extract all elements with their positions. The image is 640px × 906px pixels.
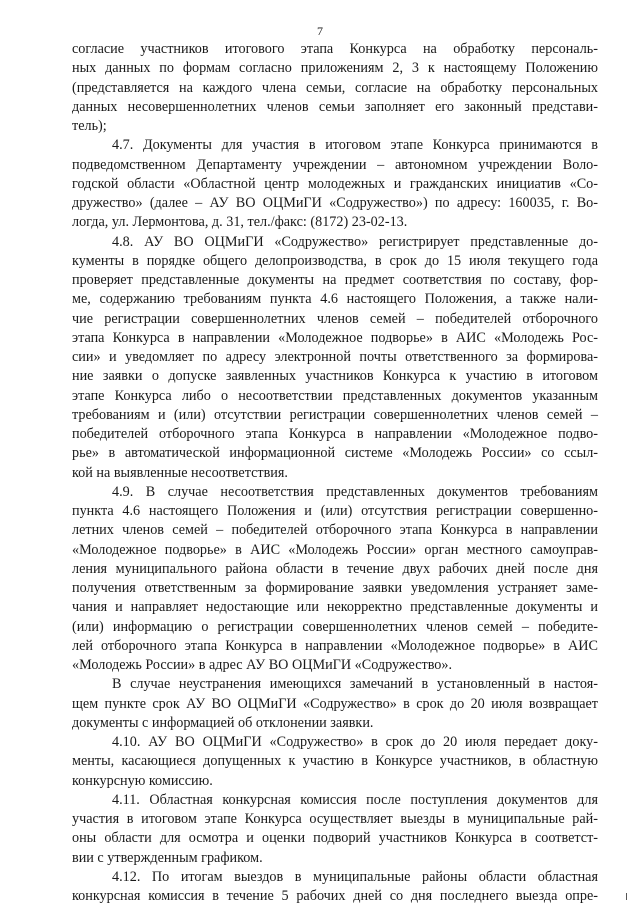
paragraph-4-9-continued: [72, 675, 598, 733]
text-line: этапе Конкурса либо о несоответствии представленных документов указанным: [72, 387, 598, 404]
text-line: конкурсную комиссию.: [72, 772, 213, 789]
text-line: «Молодежное подворье» в АИС «Молодежь России» орган местного самоуправ-: [72, 541, 598, 558]
text-line: тель);: [72, 118, 107, 134]
text-line: кументы в порядке общего делопроизводства, в срок до 15 июля текущего года: [72, 252, 598, 269]
text-line: дружество» (далее – АУ ВО ОЦМиГИ «Содружество») по адресу: 160035, г. Во-: [72, 195, 598, 211]
text-line: ления муниципального района области в течение двух рабочих дней после дня: [72, 560, 598, 577]
text-line: чие регистрации совершеннолетних членов семей – победителей отборочного: [72, 310, 598, 327]
text-line: этапа Конкурса в направлении «Молодежное подворье» в АИС «Молодежь Рос-: [72, 329, 598, 346]
text-line: участия в итоговом этапе Конкурса осуществляет выезды в муниципальные рай-: [72, 811, 598, 827]
text-line: логда, ул. Лермонтова, д. 31, тел./факс: (8172) 23-02-13.: [72, 214, 408, 231]
text-line: получения ответственным за формирование заявки уведомления устраняет заме-: [72, 580, 598, 596]
text-line: лей отборочного этапа Конкурса в направлении «Молодежное подворье» в АИС: [72, 637, 598, 654]
text-line: ных данных по формам согласно приложениям 2, 3 к настоящему Положению: [72, 60, 598, 77]
text-line: щем пункте срок АУ ВО ОЦМиГИ «Содружество» в срок до 20 июля возвращает: [72, 695, 598, 712]
paragraph-continuation: [72, 40, 598, 136]
text-line: 4.12. По итогам выездов в муниципальные районы области областная: [112, 868, 598, 885]
text-line: требованиям и (или) отсутствии регистрации совершеннолетних членов семей –: [72, 406, 598, 423]
text-line: ние заявки о допуске заявленных участников Конкурса к участию в итоговом: [72, 368, 598, 385]
text-line: 4.7. Документы для участия в итоговом этапе Конкурса принимаются в: [112, 137, 598, 154]
scan-margin-mark: [626, 893, 627, 900]
text-line: проверяет представленные документы на предмет соответствия по составу, фор-: [72, 272, 598, 288]
text-line: согласие участников итогового этапа Конкурса на обработку персональ-: [72, 41, 598, 57]
text-line: конкурсная комиссия в течение 5 рабочих дней со дня последнего выезда опре-: [72, 888, 598, 904]
text-line: ме, содержанию требованиям пункта 4.6 настоящего Положения, а также нали-: [72, 291, 598, 308]
text-line: пункта 4.6 настоящего Положения и (или) отсутствия регистрации совершенно-: [72, 503, 598, 519]
text-line: менты, касающиеся допущенных к участию в Конкурсе участников, в областную: [72, 753, 598, 770]
paragraph-4-12: [72, 868, 598, 906]
text-line: 4.10. АУ ВО ОЦМиГИ «Содружество» в срок до 20 июля передает доку-: [112, 734, 598, 750]
text-line: 4.8. АУ ВО ОЦМиГИ «Содружество» регистрирует представленные до-: [112, 233, 598, 250]
text-line: рье» в автоматической информационной системе «Молодежь России» со ссыл-: [72, 445, 598, 462]
text-line: В случае неустранения имеющихся замечаний в установленный в настоя-: [112, 676, 598, 693]
text-line: кой на выявленные несоответствия.: [72, 464, 288, 481]
paragraph-4-9: [72, 483, 598, 676]
text-line: (представляется на каждого члена семьи, согласие на обработку персональных: [72, 79, 598, 96]
text-line: летних членов семей – победителей отборочного этапа Конкурса в направлении: [72, 522, 598, 539]
text-line: годской области «Областной центр молодежных и гражданских инициатив «Со-: [72, 175, 598, 192]
text-line: данных несовершеннолетних членов семьи заполняет его законный представи-: [72, 98, 598, 115]
paragraph-4-7: [72, 136, 598, 232]
text-line: вии с утвержденным графиком.: [72, 849, 263, 866]
text-line: 4.11. Областная конкурсная комиссия после поступления документов для: [112, 791, 598, 808]
text-line: 4.9. В случае несоответствия представленных документов требованиям: [112, 483, 598, 500]
document-body: [72, 40, 598, 906]
text-line: чания и направляет недостающие или некорректно представленные документы и: [72, 599, 598, 616]
text-line: сии» и уведомляет по адресу электронной почты ответственного за формирова-: [72, 349, 598, 365]
paragraph-4-11: [72, 791, 598, 868]
paragraph-4-10: [72, 733, 598, 791]
text-line: оны области для осмотра и оценки подворий участников Конкурса в соответст-: [72, 830, 598, 847]
text-line: «Молодежь России» в адрес АУ ВО ОЦМиГИ «Содружество».: [72, 657, 453, 673]
text-line: подведомственном Департаменту учреждении – автономном учреждении Воло-: [72, 156, 598, 173]
text-line: победителей отборочного этапа Конкурса в направлении «Молодежное подво-: [72, 426, 598, 442]
page-number: 7: [317, 24, 323, 38]
paragraph-4-8: [72, 233, 598, 483]
text-line: (или) информацию о регистрации совершеннолетних членов семей – победите-: [72, 618, 598, 635]
text-line: документы с информацией об отклонении заявки.: [72, 714, 374, 731]
